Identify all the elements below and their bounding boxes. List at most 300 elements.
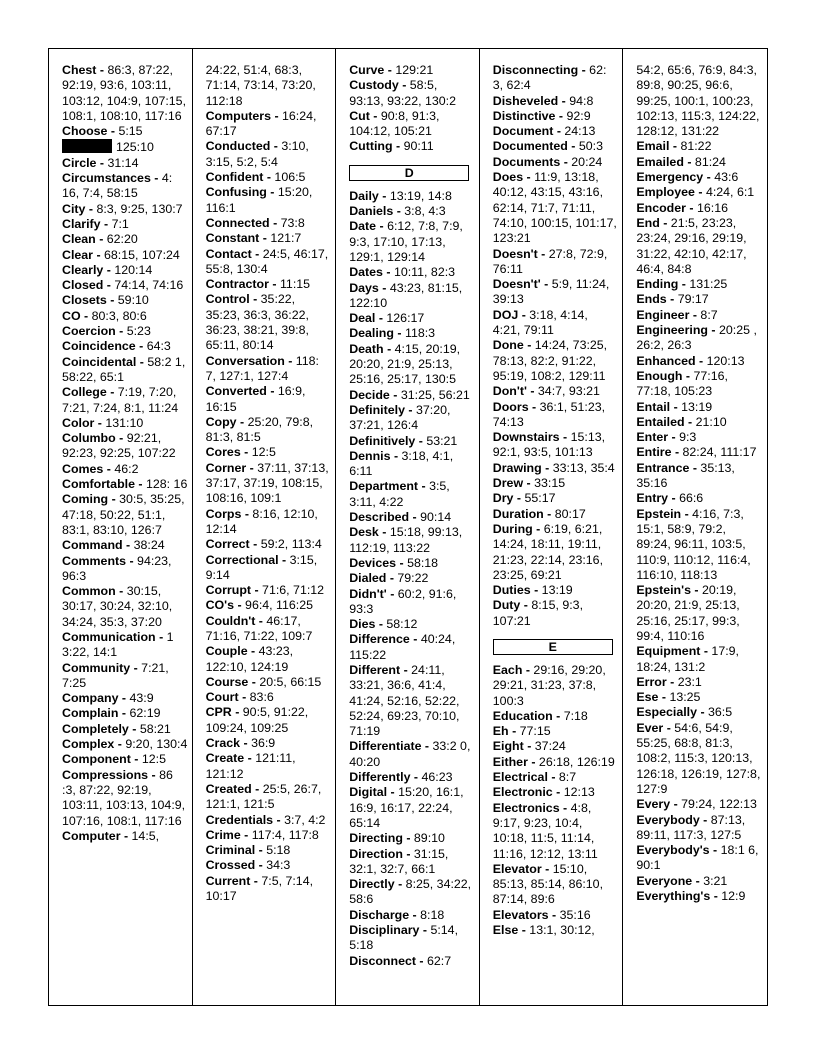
term-separator: - <box>523 170 535 185</box>
index-term: Dies <box>349 617 376 632</box>
index-entry <box>349 632 475 663</box>
page-references: 80:3, 80:6 <box>91 308 147 323</box>
index-term: Curve <box>349 63 385 77</box>
page-references: 37:11, 37:13, 37:17, 37:19, 108:15, 108:16, 109:1 <box>205 460 329 506</box>
term-separator: - <box>552 785 564 800</box>
term-separator: - <box>419 923 431 938</box>
index-term: Disconnecting <box>492 63 579 77</box>
index-term: Dry <box>492 491 514 506</box>
index-term: Created <box>205 781 252 796</box>
page-references: 3:18, 4:14, 4:21, 79:11 <box>492 307 588 338</box>
index-term: Comes <box>62 461 104 476</box>
page-references: 117:4, 117:8 <box>251 827 319 842</box>
index-term: Directly <box>349 877 395 892</box>
index-term: Disheveled <box>492 93 559 108</box>
index-entry <box>62 706 188 721</box>
index-term: Crack <box>205 736 241 751</box>
index-entry <box>206 63 332 109</box>
term-separator: - <box>150 171 162 186</box>
index-term: Each <box>492 662 523 677</box>
index-entry <box>206 216 332 231</box>
index-term: Everyone <box>636 873 693 888</box>
page-references: 62:19 <box>129 706 161 721</box>
page-references: 4: 16, 7:4, 58:15 <box>62 171 173 201</box>
page-references: 8:16, 12:10, 12:14 <box>205 506 318 536</box>
index-term: Cut <box>349 108 370 123</box>
page-references: 121:7 <box>270 231 302 246</box>
term-separator: - <box>108 492 120 507</box>
page-references: 36:5 <box>708 705 733 720</box>
term-separator: - <box>532 521 544 536</box>
index-entry <box>636 170 763 185</box>
page-references: 20:5, 66:15 <box>259 674 322 689</box>
page-references: 16:16 <box>696 200 728 215</box>
page-references: 35:13, 35:16 <box>636 460 735 491</box>
index-term: Error <box>636 674 667 689</box>
index-term: Differentiate <box>349 739 422 754</box>
index-term: Document <box>492 124 554 139</box>
index-entry <box>62 477 188 492</box>
index-entry <box>62 202 188 217</box>
index-term: Completely <box>62 721 129 736</box>
index-entry <box>349 571 475 586</box>
term-separator: - <box>658 690 670 705</box>
term-separator: - <box>118 691 130 706</box>
index-term: Community <box>62 660 131 675</box>
page-references: 77:15 <box>519 724 551 739</box>
term-separator: - <box>251 246 263 261</box>
index-entry <box>62 232 188 247</box>
term-separator: - <box>249 292 261 307</box>
index-term: Duration <box>492 506 544 521</box>
term-separator: - <box>553 124 565 139</box>
page-references: 120:14 <box>114 262 153 277</box>
index-term: Daily <box>349 188 379 203</box>
index-term: Done <box>492 338 524 353</box>
section-letter-heading: E <box>493 639 613 655</box>
term-separator: - <box>668 430 680 445</box>
index-term: Entrance <box>636 460 690 475</box>
index-entry <box>349 847 475 878</box>
redaction-block <box>62 139 112 153</box>
term-separator: - <box>93 247 105 262</box>
index-entry <box>349 311 475 326</box>
index-entry <box>636 721 763 797</box>
page-references: 20:19, 20:20, 21:9, 25:13, 25:16, 25:17, 99:3, 99:4, 110:16 <box>636 583 740 643</box>
term-separator: - <box>663 720 675 735</box>
page-references: 43:9 <box>129 691 154 706</box>
page-references: 90:8, 91:3, 104:12, 105:21 <box>349 108 440 139</box>
term-separator: - <box>508 724 520 739</box>
index-term: Correct <box>205 537 250 552</box>
term-separator: - <box>537 246 549 261</box>
page-references: 18:1 6, 90:1 <box>636 843 759 873</box>
term-separator: - <box>552 708 564 723</box>
page-references: 35:22, 35:23, 36:3, 36:22, 36:23, 38:21, 39:8, 65:11, 80:14 <box>205 292 309 353</box>
page-references: 13:19 <box>681 399 713 414</box>
term-separator: - <box>513 491 525 506</box>
index-term: Computers <box>205 108 271 123</box>
index-term: Drawing <box>492 460 542 475</box>
term-separator: - <box>96 63 108 77</box>
page-references: 82:24, 111:17 <box>682 445 757 460</box>
term-separator: - <box>528 399 540 414</box>
term-separator: - <box>389 387 401 402</box>
index-term: Disconnect <box>349 953 416 968</box>
index-entry <box>636 430 763 445</box>
term-separator: - <box>392 139 404 154</box>
index-term: Crime <box>205 827 241 842</box>
term-separator: - <box>678 277 690 292</box>
index-entry <box>206 675 332 690</box>
term-separator: - <box>410 770 422 785</box>
term-separator: - <box>386 586 398 601</box>
index-term: CO <box>62 308 81 323</box>
page-references: 90:11 <box>403 139 434 154</box>
index-entry <box>636 843 763 874</box>
page-references: 3:10, 3:15, 5:2, 5:4 <box>205 139 309 169</box>
term-separator: - <box>249 537 261 552</box>
page-references: 15:13, 92:1, 93:5, 101:13 <box>492 430 606 460</box>
page-references: 36:1, 51:23, 74:13 <box>492 399 606 429</box>
page-references: 121:11, 121:12 <box>205 751 296 781</box>
index-entry <box>62 124 188 139</box>
term-separator: - <box>394 877 406 892</box>
index-entry <box>62 722 188 737</box>
term-separator: - <box>122 538 134 553</box>
term-separator: - <box>523 476 535 491</box>
index-entry <box>206 247 332 278</box>
term-separator: - <box>128 721 140 736</box>
index-term: Columbo <box>62 431 116 446</box>
page-references: 3:18, 4:1, 6:11 <box>349 448 454 479</box>
index-entry <box>349 510 475 525</box>
page-references: 3:8, 4:3 <box>404 204 446 219</box>
index-entry <box>62 737 188 752</box>
term-separator: - <box>240 445 252 460</box>
index-entry <box>206 277 332 292</box>
index-term: Communication <box>62 629 156 644</box>
term-separator: - <box>384 63 396 77</box>
page-references: 31:15, 32:1, 32:7, 66:1 <box>349 846 449 876</box>
page-references: 14:24, 73:25, 78:13, 82:2, 91:22, 95:19, 108:2, 129:11 <box>492 338 608 383</box>
term-separator: - <box>115 584 127 599</box>
term-separator: - <box>106 385 118 400</box>
index-term: Entail <box>636 399 671 414</box>
index-term: Custody <box>349 78 399 93</box>
term-separator: - <box>231 705 243 720</box>
index-term: Ever <box>636 720 664 735</box>
term-separator: - <box>559 800 571 815</box>
page-references: 21:5, 23:23, 23:24, 29:16, 29:19, 31:22, 42:10, 42:17, 46:4, 84:8 <box>636 215 747 276</box>
page-references: 37:24 <box>534 739 566 754</box>
index-term: Criminal <box>205 843 256 858</box>
page-references: 74:14, 74:16 <box>114 278 184 293</box>
index-entry <box>349 908 475 923</box>
term-separator: - <box>103 461 115 476</box>
page-references: 62:20 <box>106 232 138 247</box>
index-term: Confusing <box>205 185 267 200</box>
page-references: 12:5 <box>141 752 166 767</box>
index-entry <box>62 416 188 431</box>
term-separator: - <box>548 907 560 922</box>
index-term: City <box>62 201 86 216</box>
term-separator: - <box>400 662 412 677</box>
term-separator: - <box>695 353 707 368</box>
index-entry <box>349 204 475 219</box>
index-term: Days <box>349 280 379 295</box>
page-references: 128: 16 <box>146 477 188 492</box>
index-entry <box>636 461 763 492</box>
index-term: Dennis <box>349 448 391 463</box>
term-separator: - <box>255 613 267 628</box>
term-separator: - <box>530 583 542 598</box>
index-term: Current <box>205 873 251 888</box>
index-entry <box>206 139 332 170</box>
term-separator: - <box>692 873 704 888</box>
page-references: 6:19, 6:21, 14:24, 18:11, 19:11, 21:23, 22:14, 23:16, 23:25, 69:21 <box>492 521 604 582</box>
term-separator: - <box>273 812 285 827</box>
index-term: Difference <box>349 632 410 647</box>
index-term: Deal <box>349 311 376 326</box>
index-term: Color <box>62 415 95 430</box>
term-separator: - <box>543 506 555 521</box>
index-entry <box>636 491 763 506</box>
term-separator: - <box>136 354 148 369</box>
page-references: 106:5 <box>274 170 306 185</box>
term-separator: - <box>415 433 427 448</box>
term-separator: - <box>246 460 258 475</box>
index-entry <box>493 247 619 278</box>
page-references: 5:15 <box>118 124 143 139</box>
page-references: 46:23 <box>421 770 453 785</box>
page-references: 8:3, 9:25, 130:7 <box>96 201 183 216</box>
page-references: 87:13, 89:11, 117:3, 127:5 <box>636 812 746 842</box>
index-entry <box>636 813 763 844</box>
term-separator: - <box>269 215 281 230</box>
index-entry <box>349 556 475 571</box>
index-entry <box>206 874 332 905</box>
index-entry <box>493 170 619 246</box>
term-separator: - <box>100 216 112 231</box>
page-references: 92:21, 92:23, 92:25, 107:22 <box>62 431 176 461</box>
index-entry <box>636 400 763 415</box>
page-references: 37:20, 37:21, 126:4 <box>349 402 451 433</box>
page-references: 7:18 <box>563 708 588 723</box>
index-entry <box>493 739 619 754</box>
page-references: 21:10 <box>695 414 727 429</box>
index-entry <box>206 553 332 584</box>
index-term: Equipment <box>636 644 701 659</box>
index-entry <box>206 705 332 736</box>
page-references: 86:3, 87:22, 92:19, 93:6, 103:11, 103:12, 104:9, 107:15, 108:1, 108:10, 117:16 <box>62 63 187 123</box>
term-separator: - <box>421 739 433 754</box>
index-entry <box>206 614 332 645</box>
index-term: Death <box>349 341 384 356</box>
index-entry <box>206 644 332 675</box>
index-entry <box>493 461 619 476</box>
index-entry <box>636 797 763 812</box>
term-separator: - <box>526 384 538 399</box>
term-separator: - <box>396 555 408 570</box>
page-references: 30:5, 35:25, 47:18, 50:22, 51:1, 83:1, 83:10, 126:7 <box>62 492 185 537</box>
index-term: Everybody's <box>636 843 710 858</box>
page-references: 24:22, 51:4, 68:3, 71:14, 73:14, 73:20, 112:18 <box>205 63 316 108</box>
index-term: Conversation <box>205 353 285 368</box>
page-references: 59:10 <box>117 293 149 308</box>
index-term: Coincidence <box>62 339 136 354</box>
page-references: 12:9 <box>721 889 746 904</box>
index-term: Does <box>492 170 524 185</box>
page-references: 54:2, 65:6, 76:9, 84:3, 89:8, 90:25, 96:6, 99:25, 100:1, 100:23, 102:13, 115:3, 124:22, 128:12, 131:22 <box>636 63 760 139</box>
page-references: 79:17 <box>677 292 709 307</box>
page-references: 55:17 <box>524 491 556 506</box>
term-separator: - <box>559 430 571 445</box>
page-references: 4:8, 9:17, 9:23, 10:4, 10:18, 11:5, 11:14, 11:16, 12:12, 13:11 <box>492 800 598 861</box>
index-term: CPR <box>205 705 232 720</box>
index-term: Everybody <box>636 812 700 827</box>
index-term: Discharge <box>349 907 410 922</box>
index-term: Common <box>62 584 116 599</box>
index-term: Daniels <box>349 204 394 219</box>
term-separator: - <box>278 552 290 567</box>
page-references: 11:15 <box>279 277 311 292</box>
page-references: 7:1 <box>111 216 129 231</box>
term-separator: - <box>418 479 430 494</box>
index-entry <box>349 78 475 109</box>
index-entry <box>493 308 619 339</box>
term-separator: - <box>670 399 682 414</box>
term-separator: - <box>694 185 706 200</box>
index-term: Documents <box>492 154 561 169</box>
index-term: Decide <box>349 387 390 402</box>
index-entry <box>636 292 763 307</box>
term-separator: - <box>409 907 421 922</box>
term-separator: - <box>255 858 267 873</box>
page-references: 12:5 <box>251 445 276 460</box>
index-term: Employee <box>636 185 695 200</box>
term-separator: - <box>120 828 132 843</box>
page-references: 7:21, 7:25 <box>62 660 169 690</box>
page-references: 40:24, 115:22 <box>349 632 456 662</box>
index-column-1 <box>49 49 193 1005</box>
index-entry <box>493 430 619 461</box>
index-term: Duties <box>492 583 531 598</box>
index-entry <box>206 736 332 751</box>
index-entry <box>62 293 188 308</box>
index-entry <box>349 587 475 618</box>
index-entry <box>206 292 332 353</box>
index-entry <box>349 388 475 403</box>
index-entry <box>349 139 475 154</box>
section-letter-heading: D <box>349 165 469 181</box>
page-references: 79:22 <box>397 571 429 586</box>
index-term: Digital <box>349 785 388 800</box>
index-column-4 <box>480 49 624 1005</box>
index-term: Credentials <box>205 812 274 827</box>
term-separator: - <box>703 170 715 185</box>
index-entry <box>62 278 188 293</box>
term-separator: - <box>241 506 253 521</box>
index-entry <box>62 538 188 553</box>
term-separator: - <box>668 491 680 506</box>
index-term: Clearly <box>62 262 104 277</box>
term-separator: - <box>255 843 267 858</box>
index-term: Epstein <box>636 506 682 521</box>
index-term: Especially <box>636 705 697 720</box>
index-entry <box>349 63 475 78</box>
index-term: Dialed <box>349 571 387 586</box>
term-separator: - <box>689 460 701 475</box>
term-separator: - <box>378 280 390 295</box>
page-references: 12:13 <box>563 785 595 800</box>
page-references: 53:21 <box>426 433 458 448</box>
page-references: 90:5, 91:22, 109:24, 109:25 <box>205 705 309 735</box>
term-separator: - <box>402 846 414 861</box>
index-entry <box>62 691 188 706</box>
index-term: DOJ <box>492 307 519 322</box>
page-references: 50:3 <box>578 139 603 154</box>
page-references: 73:8 <box>280 215 305 230</box>
index-entry <box>493 63 619 94</box>
index-term: Ese <box>636 690 659 705</box>
term-separator: - <box>259 231 271 246</box>
page-references: 33:13, 35:4 <box>552 460 615 475</box>
index-term: Ending <box>636 277 679 292</box>
index-entry <box>493 384 619 399</box>
index-entry <box>206 445 332 460</box>
index-term: Ends <box>636 292 667 307</box>
term-separator: - <box>268 277 280 292</box>
page-references: 5:14, 5:18 <box>349 923 459 953</box>
index-term: Conducted <box>205 139 271 154</box>
index-term: Computer <box>62 828 121 843</box>
index-entry <box>62 63 188 124</box>
page-references: 96:4, 116:25 <box>245 598 314 613</box>
page-references: 29:16, 29:20, 29:21, 31:23, 37:8, 100:3 <box>492 662 606 708</box>
index-term: Entire <box>636 445 672 460</box>
index-entry <box>206 843 332 858</box>
index-entry <box>636 415 763 430</box>
term-separator: - <box>107 124 119 139</box>
page-references: 6:12, 7:8, 7:9, 9:3, 17:10, 17:13, 129:1, 129:14 <box>349 219 463 264</box>
index-term: Command <box>62 538 123 553</box>
index-term: Clarify <box>62 216 101 231</box>
index-entry <box>349 663 475 739</box>
term-separator: - <box>383 341 395 356</box>
term-separator: - <box>95 232 107 247</box>
index-entry <box>636 705 763 720</box>
term-separator: - <box>378 188 390 203</box>
index-entry <box>62 156 188 171</box>
page-references: 46:2 <box>114 461 139 476</box>
index-entry <box>349 342 475 388</box>
term-separator: - <box>520 598 532 613</box>
index-term: College <box>62 385 107 400</box>
index-entry <box>636 644 763 675</box>
page-references: 129:21 <box>395 63 434 77</box>
page-references: 131:25 <box>689 277 728 292</box>
index-term: Directing <box>349 831 403 846</box>
page-references: 79:24, 122:13 <box>681 797 757 812</box>
term-separator: - <box>106 293 118 308</box>
index-term: Downstairs <box>492 430 560 445</box>
index-entry <box>349 403 475 434</box>
page-references: 5:9, 11:24, 39:13 <box>492 277 610 307</box>
term-separator: - <box>375 617 387 632</box>
index-term: Crossed <box>205 858 256 873</box>
index-term: Disciplinary <box>349 923 420 938</box>
